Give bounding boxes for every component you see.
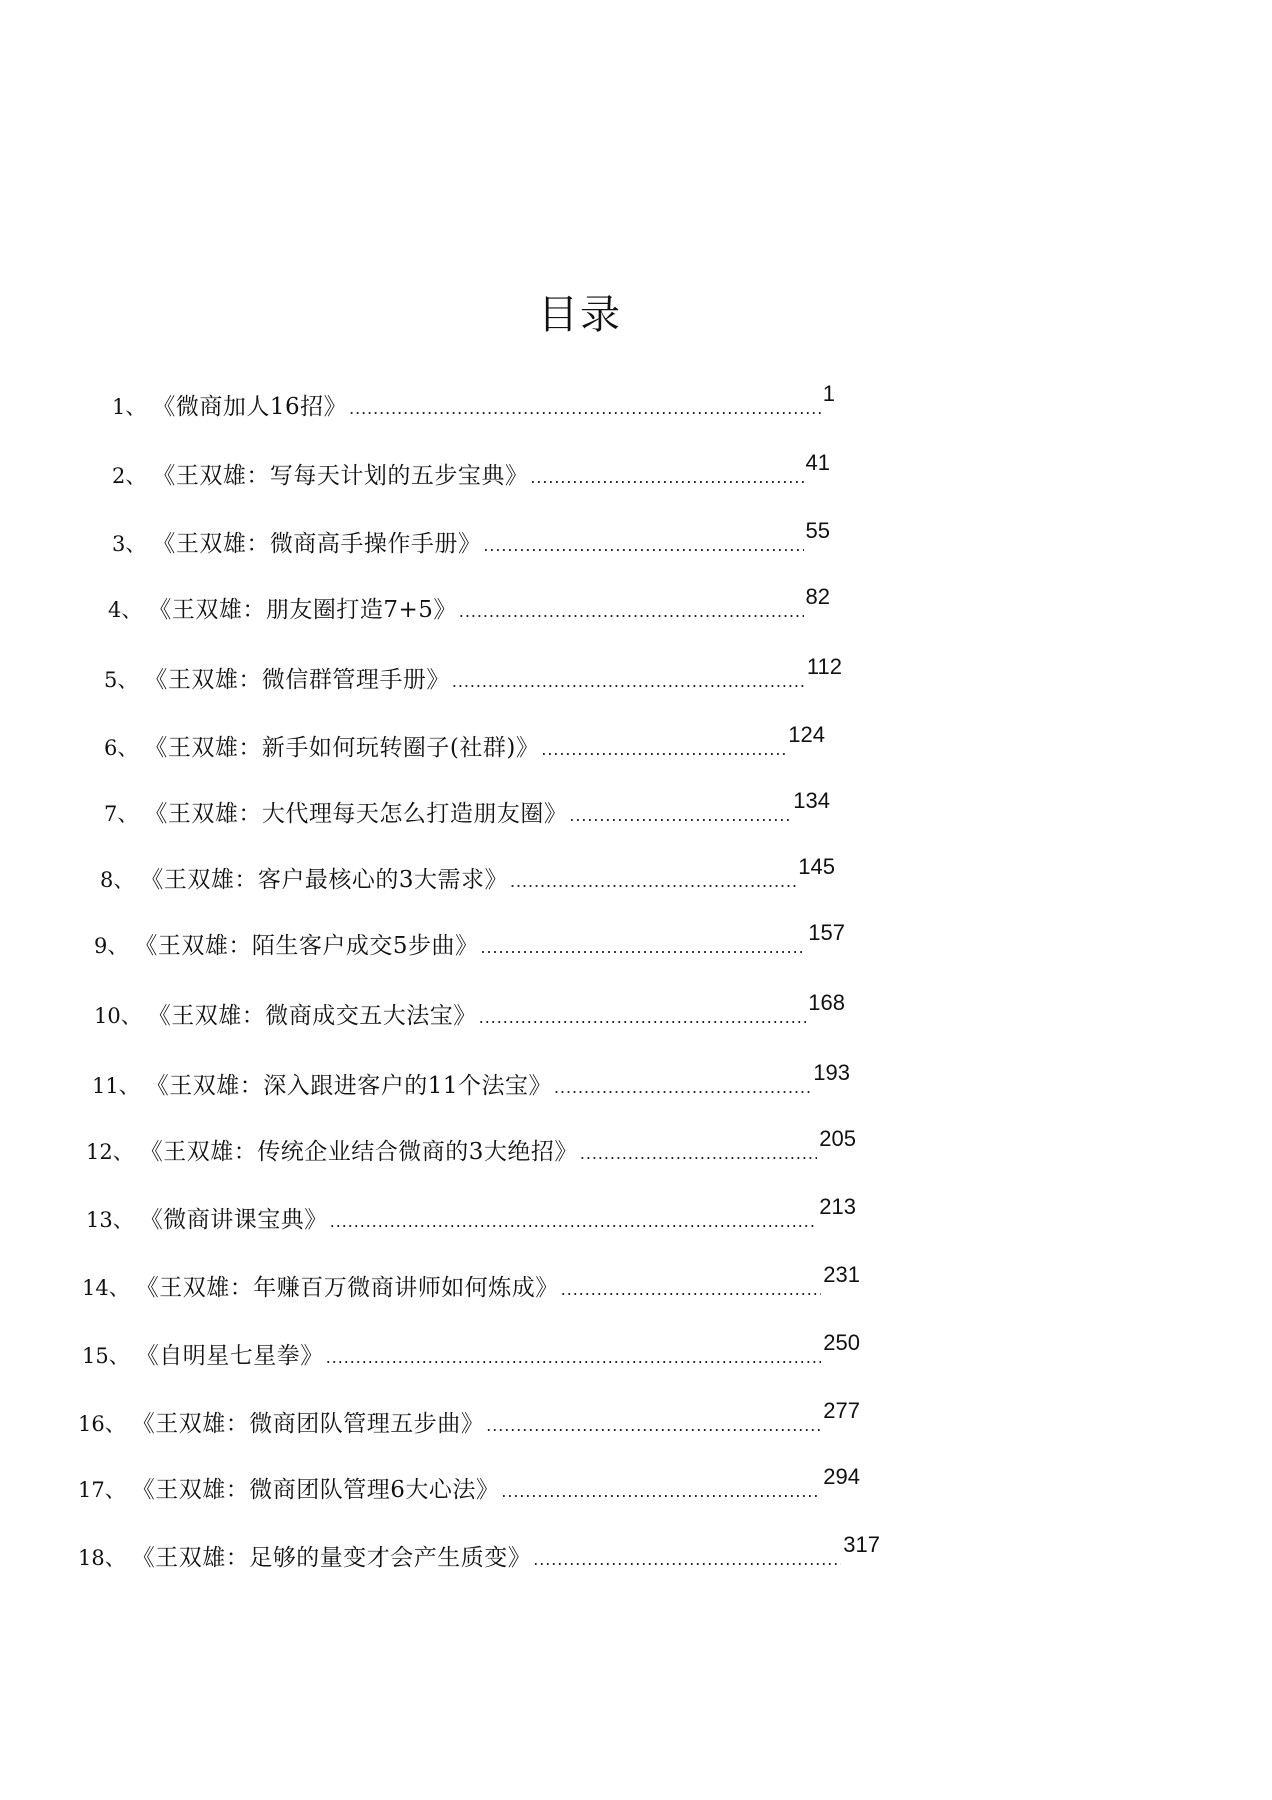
toc-entry-title: 《微商讲课宝典》 — [139, 1207, 328, 1233]
toc-entry-page-number: 134 — [793, 788, 830, 813]
toc-entry-page-number: 55 — [805, 518, 830, 543]
toc-entry-title: 《王双雄：客户最核心的3大需求》 — [140, 867, 509, 893]
toc-entry-title: 《王双雄：微商团队管理6大心法》 — [131, 1477, 500, 1503]
toc-entry[interactable] — [112, 381, 835, 421]
toc-entry-title: 《王双雄：微商团队管理五步曲》 — [131, 1411, 485, 1437]
toc-dot-leader — [330, 1212, 818, 1230]
toc-entry-title: 《王双雄：写每天计划的五步宝典》 — [152, 463, 529, 489]
toc-entry-number: 9、 — [94, 934, 129, 958]
toc-entry-title: 《王双雄：年赚百万微商讲师如何炼成》 — [135, 1275, 559, 1301]
toc-entry[interactable] — [104, 722, 825, 762]
toc-entry-page-number: 145 — [798, 854, 835, 879]
toc-entry-title: 《王双雄：朋友圈打造7+5》 — [148, 597, 457, 623]
toc-dot-leader — [510, 872, 796, 890]
toc-entry-page-number: 294 — [823, 1464, 860, 1489]
toc-entry-title: 《王双雄：足够的量变才会产生质变》 — [131, 1545, 532, 1571]
toc-entry-number: 13、 — [86, 1208, 134, 1232]
toc-dot-leader — [561, 1280, 822, 1298]
toc-entry[interactable] — [112, 450, 830, 490]
toc-entry[interactable] — [104, 654, 842, 694]
toc-entry[interactable] — [94, 990, 845, 1030]
toc-entry[interactable] — [108, 584, 830, 624]
toc-entry[interactable] — [104, 788, 830, 828]
toc-entry-number: 3、 — [112, 532, 147, 556]
toc-entry[interactable] — [86, 1126, 856, 1166]
toc-title: 目录 — [538, 292, 622, 338]
toc-entry-number: 2、 — [112, 464, 147, 488]
toc-entry-title: 《王双雄：微信群管理手册》 — [144, 667, 450, 693]
toc-entry-title: 《王双雄：微商高手操作手册》 — [152, 531, 482, 557]
toc-entry[interactable] — [82, 1262, 860, 1302]
toc-dot-leader — [459, 602, 804, 620]
toc-entry-number: 12、 — [86, 1140, 134, 1164]
toc-entry-page-number: 277 — [823, 1398, 860, 1423]
toc-entry-title: 《微商加人16招》 — [152, 394, 348, 420]
toc-entry-number: 6、 — [104, 736, 139, 760]
toc-dot-leader — [533, 1550, 841, 1568]
toc-entry-page-number: 1 — [822, 381, 835, 406]
toc-entry-number: 17、 — [78, 1478, 126, 1502]
toc-dot-leader — [580, 1144, 817, 1162]
toc-entry-page-number: 112 — [806, 654, 842, 679]
toc-entry-page-number: 193 — [813, 1060, 850, 1085]
toc-entry[interactable] — [94, 920, 845, 960]
toc-entry-page-number: 124 — [788, 722, 825, 747]
toc-entry-title: 《王双雄：深入跟进客户的11个法宝》 — [145, 1073, 553, 1099]
toc-entry[interactable] — [78, 1464, 860, 1504]
toc-entry-title: 《自明星七星拳》 — [135, 1343, 324, 1369]
toc-dot-leader — [481, 938, 807, 956]
toc-entry-title: 《王双雄：传统企业结合微商的3大绝招》 — [139, 1139, 578, 1165]
toc-entry-page-number: 168 — [808, 990, 845, 1015]
toc-dot-leader — [530, 468, 803, 486]
toc-entry-page-number: 205 — [819, 1126, 856, 1151]
toc-entry[interactable] — [78, 1398, 860, 1438]
toc-entry-number: 8、 — [100, 868, 135, 892]
toc-entry-number: 4、 — [108, 598, 143, 622]
toc-entry-page-number: 250 — [823, 1330, 860, 1355]
toc-entry-number: 10、 — [94, 1004, 142, 1028]
toc-dot-leader — [486, 1416, 821, 1434]
toc-entry-page-number: 213 — [819, 1194, 856, 1219]
toc-entry-page-number: 231 — [823, 1262, 860, 1287]
toc-entry-title: 《王双雄：陌生客户成交5步曲》 — [134, 933, 479, 959]
toc-dot-leader — [349, 399, 821, 417]
toc-entry-number: 11、 — [92, 1074, 140, 1098]
toc-entry-page-number: 41 — [805, 450, 830, 475]
toc-entry[interactable] — [78, 1532, 880, 1572]
toc-dot-leader — [554, 1078, 811, 1096]
toc-entry-title: 《王双雄：微商成交五大法宝》 — [147, 1003, 477, 1029]
toc-dot-leader — [326, 1348, 822, 1366]
toc-entry-number: 15、 — [82, 1344, 130, 1368]
toc-entry-title: 《王双雄：新手如何玩转圈子(社群)》 — [144, 735, 540, 761]
toc-entry[interactable] — [112, 518, 830, 558]
toc-entry-number: 14、 — [82, 1276, 130, 1300]
toc-entry-title: 《王双雄：大代理每天怎么打造朋友圈》 — [144, 801, 568, 827]
toc-entry-page-number: 317 — [843, 1532, 880, 1557]
toc-entry-number: 18、 — [78, 1546, 126, 1570]
toc-entry-page-number: 157 — [808, 920, 845, 945]
toc-entry[interactable] — [82, 1330, 860, 1370]
toc-entry-number: 1、 — [112, 395, 147, 419]
toc-entry-number: 16、 — [78, 1412, 126, 1436]
toc-entry-page-number: 82 — [805, 584, 830, 609]
toc-dot-leader — [479, 1008, 807, 1026]
toc-dot-leader — [452, 672, 805, 690]
toc-entry[interactable] — [92, 1060, 850, 1100]
toc-dot-leader — [483, 536, 803, 554]
toc-entry-number: 7、 — [104, 802, 139, 826]
toc-dot-leader — [569, 806, 791, 824]
toc-dot-leader — [501, 1482, 821, 1500]
toc-entry[interactable] — [86, 1194, 856, 1234]
toc-entry-number: 5、 — [104, 668, 139, 692]
toc-entry[interactable] — [100, 854, 835, 894]
toc-dot-leader — [541, 740, 786, 758]
